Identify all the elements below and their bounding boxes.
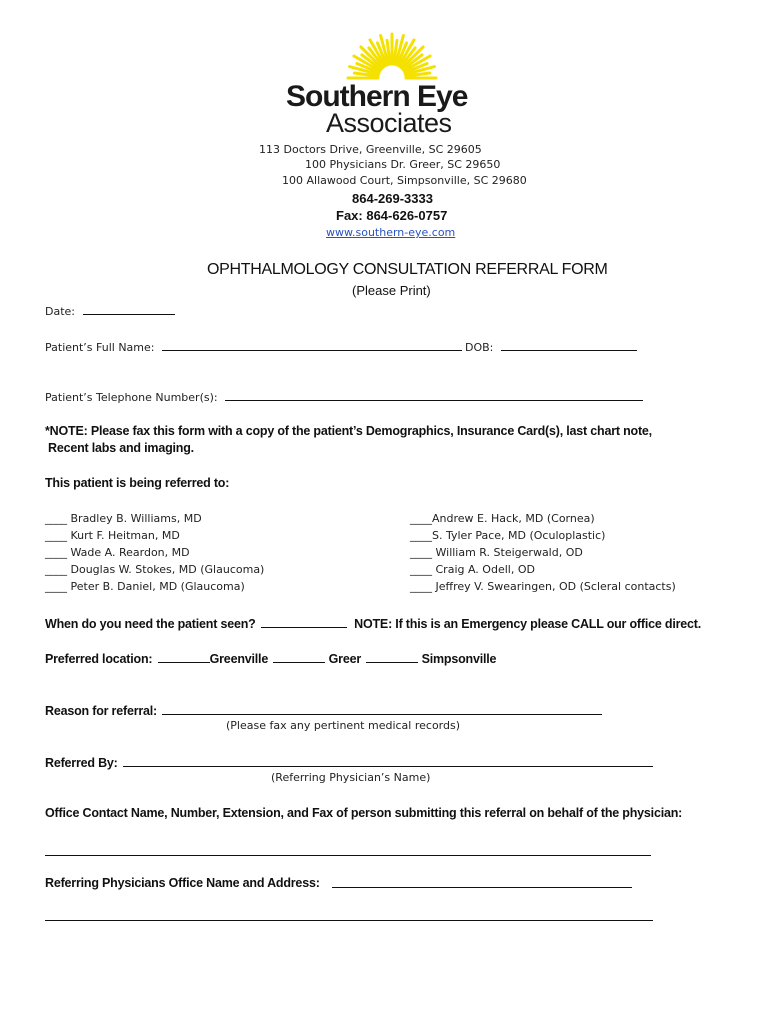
reason-label: Reason for referral: [45, 704, 158, 718]
address-simpsonville: 100 Allawood Court, Simpsonville, SC 29680 [282, 174, 527, 187]
doctor-option[interactable]: ____ Craig A. Odell, OD [410, 563, 535, 576]
doctor-option[interactable]: ____S. Tyler Pace, MD (Oculoplastic) [410, 529, 606, 542]
when-seen-field[interactable] [45, 615, 701, 631]
telephone-field[interactable] [45, 388, 643, 404]
reason-hint: (Please fax any pertinent medical records) [226, 719, 461, 732]
sunburst-icon [280, 20, 510, 82]
dob-field[interactable] [465, 338, 637, 354]
dob-label: DOB: [465, 341, 494, 354]
doctor-option[interactable]: ____ Kurt F. Heitman, MD [45, 529, 180, 542]
when-seen-blank[interactable] [261, 615, 347, 628]
reason-blank[interactable] [162, 702, 602, 715]
location-blank-greer[interactable] [273, 650, 325, 663]
location-greer: Greer [328, 652, 361, 666]
office-contact-blank[interactable] [45, 855, 651, 856]
address-greer: 100 Physicians Dr. Greer, SC 29650 [305, 158, 501, 171]
patient-name-label: Patient’s Full Name: [45, 341, 155, 354]
doctor-option[interactable]: ____ Jeffrey V. Swearingen, OD (Scleral contacts) [410, 580, 676, 593]
when-seen-label: When do you need the patient seen? [45, 617, 256, 631]
location-blank-simpsonville[interactable] [366, 650, 418, 663]
doctor-option[interactable]: ____ Peter B. Daniel, MD (Glaucoma) [45, 580, 245, 593]
referred-by-label: Referred By: [45, 756, 118, 770]
date-field[interactable] [45, 302, 175, 318]
referred-by-hint: (Referring Physician’s Name) [271, 771, 431, 784]
doctor-option[interactable]: ____ Douglas W. Stokes, MD (Glaucoma) [45, 563, 265, 576]
reason-field[interactable] [45, 702, 602, 718]
location-simpsonville: Simpsonville [421, 652, 497, 666]
referred-to-heading: This patient is being referred to: [45, 476, 230, 490]
doctor-list-left [45, 510, 264, 595]
patient-name-field[interactable] [45, 338, 462, 354]
brand-subname: Associates [326, 108, 452, 138]
location-blank-greenville[interactable] [158, 650, 210, 663]
fax-note-line2: Recent labs and imaging. [48, 441, 194, 455]
preferred-location-label: Preferred location: [45, 652, 153, 666]
brand-name: Southern Eye [286, 80, 468, 113]
office-address-label: Referring Physicians Office Name and Address: [45, 876, 320, 890]
doctor-option[interactable]: ____ Bradley B. Williams, MD [45, 512, 202, 525]
referred-by-blank[interactable] [123, 754, 653, 767]
doctor-option[interactable]: ____ Wade A. Reardon, MD [45, 546, 190, 559]
office-address-blank-1[interactable] [332, 887, 632, 888]
form-subtitle: (Please Print) [352, 283, 431, 298]
form-title: OPHTHALMOLOGY CONSULTATION REFERRAL FORM [207, 261, 608, 278]
referred-by-field[interactable] [45, 754, 653, 770]
address-greenville: 113 Doctors Drive, Greenville, SC 29605 [259, 143, 482, 156]
doctor-option[interactable]: ____ William R. Steigerwald, OD [410, 546, 583, 559]
date-blank[interactable] [83, 302, 175, 315]
company-logo [280, 20, 510, 138]
office-address-blank-2[interactable] [45, 920, 653, 921]
website-link[interactable]: www.southern-eye.com [326, 226, 456, 239]
preferred-location-field [45, 650, 496, 666]
patient-name-blank[interactable] [162, 338, 462, 351]
telephone-blank[interactable] [225, 388, 643, 401]
fax-note-line1: *NOTE: Please fax this form with a copy of the patient’s Demographics, Insurance Card(s), last chart note, [45, 424, 652, 438]
doctor-list-right [410, 510, 676, 595]
doctor-option[interactable]: ____Andrew E. Hack, MD (Cornea) [410, 512, 595, 525]
location-greenville: Greenville [209, 652, 269, 666]
date-label: Date: [45, 305, 75, 318]
telephone-label: Patient’s Telephone Number(s): [45, 391, 218, 404]
office-contact-label: Office Contact Name, Number, Extension, and Fax of person submitting this referral on behalf of the physician: [45, 806, 683, 820]
dob-blank[interactable] [501, 338, 637, 351]
fax-number: Fax: 864-626-0757 [336, 208, 448, 223]
emergency-note: NOTE: If this is an Emergency please CALL our office direct. [354, 617, 702, 631]
phone-number: 864-269-3333 [352, 191, 433, 206]
